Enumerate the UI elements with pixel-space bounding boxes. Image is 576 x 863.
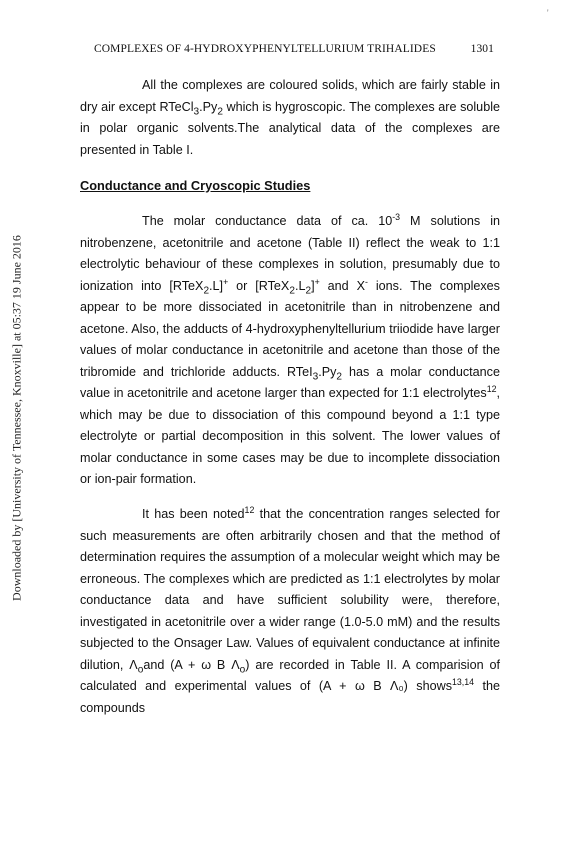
page-number: 1301 bbox=[470, 43, 494, 55]
section-heading: Conductance and Cryoscopic Studies bbox=[80, 178, 311, 193]
paragraph-intro bbox=[80, 75, 500, 161]
corner-mark: ' bbox=[547, 8, 549, 18]
header-title: COMPLEXES OF 4-HYDROXYPHENYLTELLURIUM TRIHALIDES bbox=[94, 43, 436, 55]
download-note: Downloaded by [University of Tennessee, Knoxville] at 05:37 19 June 2016 bbox=[9, 235, 24, 601]
running-header bbox=[94, 43, 494, 59]
paragraph-conductance bbox=[80, 211, 500, 491]
paragraph-2: The molar conductance data of ca. $10^{-3}$ M solutions in nitrobenzene, acetonitrile and acetone (Table II) reflect the weak to 1:1 electrolytic behaviour of these complexes in solution, presumably due to ionization into [RTeX$_2$.L]+ or $[RTeX_2.L_2]^+$ and X- ions. The complexes appear to be more dissociated in acetonitrile than in nitrobenzene and acetone. Also, the adducts of 4-hydroxyphenyltellurium triiodide have larger values of molar conductance in acetonitrile and acetone than those of the tribromide and trichloride adducts. $RTeI_3.Py_2$ has a molar conductance value in acetonitrile and acetone larger than expected for 1:1 electrolytes$^{12}$, which may be due to dissociation of this compound beyond a 1:1 type electrolyte or partial decomposition in this solvent. The lower values of molar conductance in some cases may be due to incomplete dissociation or ion-pair formation. bbox=[80, 212, 500, 486]
paragraph-3: It has been noted$^{12}$ that the concentration ranges selected for such measurements are often arbitrarily chosen and that the method of determination requires the assumption of a molecular weight which may be erroneous. The complexes which are predicted as 1:1 electrolytes by molar conductance data and have sufficient solubility were, therefore, investigated in acetonitrile over a wider range (1.0-5.0 mM) and the results subjected to the Onsager Law. Values of equivalent conductance at infinite dilution, $\Lambda_oand$ (A + ω B $\Lambda_o$) are recorded in Table II. A comparision of calculated and experimental values of (A + ω B Λ₀) shows$^{13,14}$ the compounds bbox=[80, 505, 500, 715]
paragraph-1: All the complexes are coloured solids, which are fairly stable in dry air except $RTeCl_3.Py_2$ which is hygroscopic. The complexes are soluble in polar organic solvents.The analytical data of the complexes are presented in Table I. bbox=[80, 78, 500, 157]
download-sidebar bbox=[0, 0, 34, 863]
paragraph-onsager bbox=[80, 504, 500, 719]
